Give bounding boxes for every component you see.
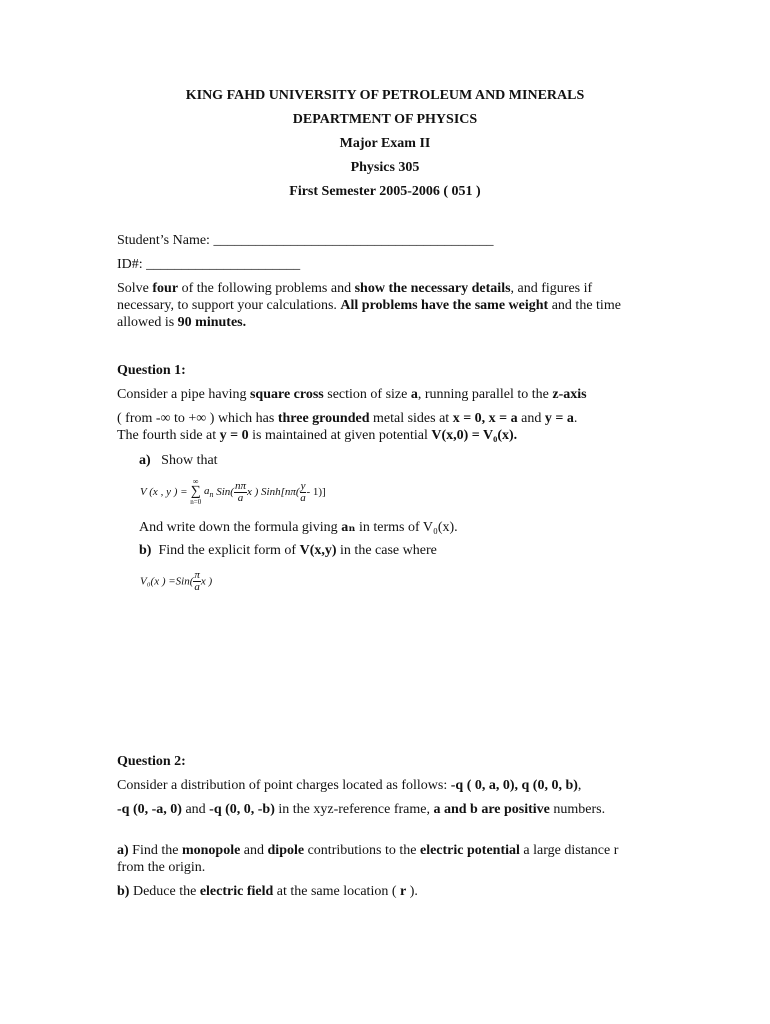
part-b-label: b) (139, 543, 152, 558)
equation-v-series: V (x , y ) = ∞ ∑ n=0 $a_n$ Sin( $\frac{n\pi}{a}$ x ) Sinh[nπ( $\frac{y}{a}$ - 1)] (140, 477, 326, 506)
course-title: Physics 305 (350, 160, 420, 175)
student-id-label: ID#: (117, 257, 143, 272)
part-a-text: Show that (161, 453, 218, 468)
question-1-part-b: b) Find the explicit form of V(x,y) in the case where (139, 543, 437, 558)
exam-title: Major Exam II (339, 136, 431, 151)
student-id-blank: ______________________ (146, 257, 301, 272)
question-1-line-3: The fourth side at y = 0 is maintained at given potential V(x,0) = V₀(x). (117, 428, 518, 443)
semester-title: First Semester 2005-2006 ( 051 ) (289, 184, 481, 199)
student-id-field (117, 256, 657, 273)
part-a-label: a) (139, 453, 151, 468)
question-1-part-a (139, 452, 659, 469)
question-1-line-1: Consider a pipe having square cross section of size a, running parallel to the z-axis (117, 387, 587, 402)
question-1-line-2: ( from -∞ to +∞ ) which has three grounded metal sides at x = 0, x = a and y = a. (117, 411, 578, 426)
university-title: KING FAHD UNIVERSITY OF PETROLEUM AND MINERALS (185, 88, 585, 103)
question-2-part-a: a) Find the monopole and dipole contributions to the electric potential a large distance r from the origin. (117, 843, 619, 875)
equation-v0: V₀(x ) =Sin( $\frac{\pi}{a}$ x ) (140, 569, 213, 593)
part-a-follow-up: And write down the formula giving aₙ in terms of V₀(x). (139, 520, 458, 535)
student-name-label: Student’s Name: (117, 233, 210, 248)
question-2-title: Question 2: (117, 754, 186, 769)
question-1-title: Question 1: (117, 363, 186, 378)
department-title: DEPARTMENT OF PHYSICS (292, 112, 478, 127)
student-name-field (117, 232, 657, 249)
question-2-line-2: -q (0, -a, 0) and -q (0, 0, -b) in the xyz-reference frame, a and b are positive numbers. (117, 802, 606, 817)
instructions: Solve four of the following problems and show the necessary details, and figures if necessary, to support your calculations. All problems have the same weight and the time allowed is 90 minutes. (117, 281, 621, 330)
question-2-part-b: b) Deduce the electric field at the same location ( r ). (117, 884, 418, 899)
question-2-line-1: Consider a distribution of point charges located as follows: -q ( 0, a, 0), q (0, 0, b), (117, 778, 582, 793)
student-name-blank: ________________________________________ (213, 233, 494, 248)
